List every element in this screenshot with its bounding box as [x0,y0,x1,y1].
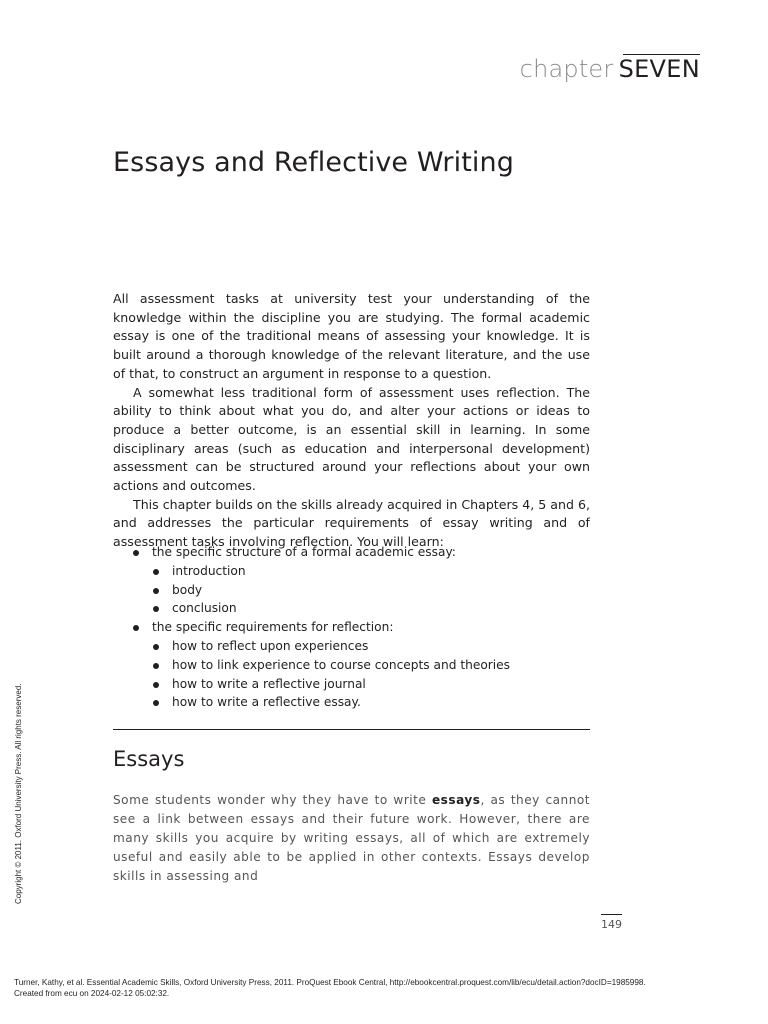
chapter-heading [520,55,700,83]
list-item: how to write a reflective essay. [152,693,592,712]
list-item: body [152,581,592,600]
list-item-label: the specific requirements for reflection: [152,620,394,635]
chapter-prefix: chapter [519,55,614,83]
list-item: how to link experience to course concepts and theories [152,656,592,675]
essays-text-end: , as they cannot see a link between essays and their future work. However, there are many skills you acquire by writing essays, all of which are extremely useful and easily able to be applied in other contexts. Essays develop skills in assessing and [113,793,590,883]
learning-outcomes-list [132,543,592,712]
intro-paragraph-1: All assessment tasks at university test your understanding of the knowledge within the discipline you are studying. The formal academic essay is one of the traditional means of assessing your knowledge. It is built around a thorough knowledge of the relevant literature, and the use of that, to construct an argument in response to a question. [113,291,590,381]
list-item-label: the specific structure of a formal academic essay: [152,545,456,559]
section-title-essays: Essays [113,747,185,771]
essays-keyword: essays [431,793,481,807]
chapter-number: SEVEN [618,55,700,83]
list-item [132,543,592,618]
citation-line-2: Created from ecu on 2024-02-12 05:02:32. [14,988,170,998]
section-divider [113,729,590,730]
list-item: how to reflect upon experiences [152,637,592,656]
essays-paragraph [113,791,590,886]
citation-line-1: Turner, Kathy, et al. Essential Academic Skills, Oxford University Press, 2011. ProQuest Ebook Central, http://ebookcentral.proquest.com/lib/ecu/detail.action?docID=1985998. [14,978,646,987]
list-item: conclusion [152,599,592,618]
citation-footer [14,978,646,999]
sub-list [152,562,592,618]
intro-paragraph-3: This chapter builds on the skills already acquired in Chapters 4, 5 and 6, and addresses the particular requirements of essay writing and of assessment tasks involving reflection. You will learn: [113,496,590,550]
essays-text-start: Some students wonder why they have to write [113,793,432,807]
intro-text [113,290,590,552]
list-item: introduction [152,562,592,581]
intro-paragraph-2: A somewhat less traditional form of assessment uses reflection. The ability to think about what you do, and alter your actions or ideas to produce a better outcome, is an essential skill in learning. In some disciplinary areas (such as education and interpersonal development) assessment can be structured around your reflections about your own actions and outcomes. [113,384,590,494]
list-item [132,618,592,712]
copyright-notice: Copyright © 2011. Oxford University Press. All rights reserved. [14,683,23,904]
chapter-title: Essays and Reflective Writing [113,147,514,178]
list-item: how to write a reflective journal [152,675,592,694]
sub-list [152,637,592,712]
page-number: 149 [601,914,622,931]
